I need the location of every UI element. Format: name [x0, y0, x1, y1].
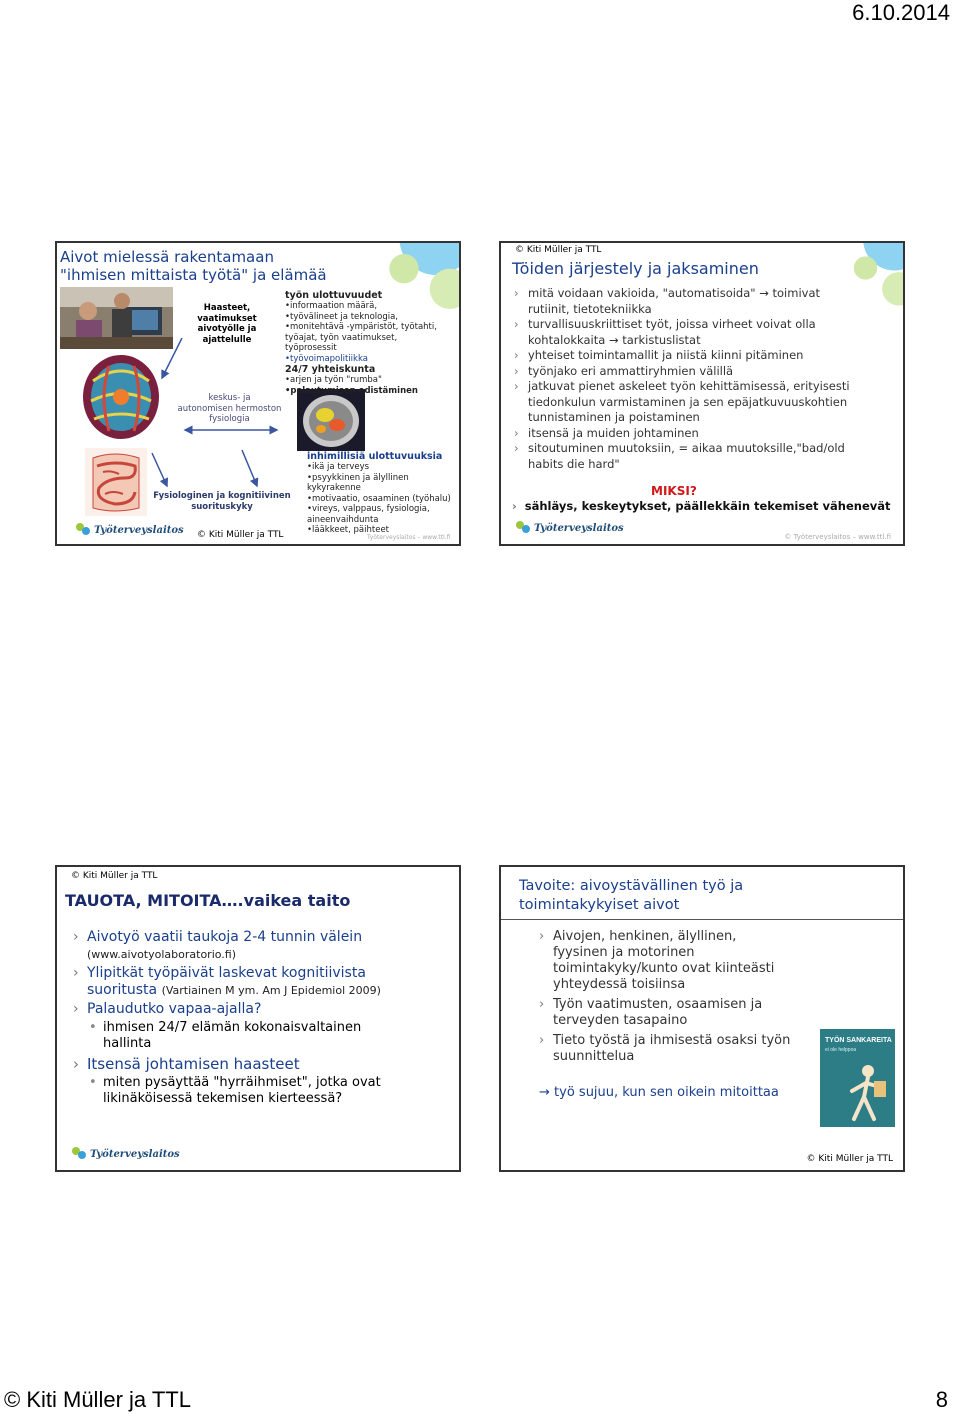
slide-title-line2: "ihmisen mittaista työtä" ja elämää	[60, 266, 327, 284]
list-item: › työnjako eri ammattiryhmien välillä	[512, 364, 892, 380]
work-item-4: työajat, työn vaatimukset,	[285, 332, 398, 343]
slide-credit: © Kiti Müller ja TTL	[197, 530, 284, 540]
work-item-5: työprosessit	[285, 343, 337, 353]
ttl-logo-icon	[71, 1146, 87, 1162]
challenges-label-3: aivotyölle ja	[197, 324, 257, 334]
ttl-logo-text: Työterveyslaitos	[534, 522, 624, 534]
brain-mri-image	[297, 389, 365, 451]
slide-footer-faint: Työterveyslaitos – www.ttl.fi	[367, 534, 451, 541]
why-label: MIKSI?	[651, 484, 697, 498]
ttl-logo	[71, 1146, 180, 1162]
conclusion-line: → työ sujuu, kun sen oikein mitoittaa	[539, 1085, 779, 1100]
page-number: 8	[935, 1387, 948, 1412]
page-footer	[0, 1387, 960, 1417]
human-item-4: •motivaatio, osaaminen (työhalu)	[307, 493, 451, 504]
list-item: › yhteiset toimintamallit ja niistä kiinni pitäminen	[512, 348, 892, 364]
list-item: › turvallisuuskriittiset työt, joissa virheet voivat olla kohtalokkaita → tarkistuslistat	[512, 317, 892, 348]
list-item: › Aivotyö vaatii taukoja 2-4 tunnin välein (www.aivotyolaboratorio.fi)	[71, 929, 451, 963]
ttl-logo	[75, 522, 184, 538]
ttl-logo	[515, 520, 624, 536]
list-item: • miten pysäyttää "hyrräihmiset", jotka ovat likinäköisessä tekemisen kierteessä?	[87, 1075, 451, 1107]
challenges-label-1: Haasteet,	[203, 303, 251, 313]
list-item: › mitä voidaan vakioida, "automatisoida" → toimivat rutiinit, tietotekniikka	[512, 286, 892, 317]
human-dimensions-heading: inhimillisiä ulottuvuuksia	[307, 451, 443, 462]
list-item: • ihmisen 24/7 elämän kokonaisvaltainen hallinta	[87, 1020, 451, 1052]
ttl-logo-text: Työterveyslaitos	[90, 1148, 180, 1160]
slide-breaks	[55, 865, 461, 1172]
work-item-3: •monitehtävä -ympäristöt, työtahti,	[285, 322, 437, 332]
slide-title: TAUOTA, MITOITA….vaikea taito	[65, 891, 351, 910]
book-title: TYÖN SANKAREITA	[825, 1037, 892, 1044]
slide-footer-faint: © Työterveyslaitos – www.ttl.fi	[784, 533, 891, 541]
breaks-list	[71, 929, 451, 1107]
ttl-logo-icon	[75, 522, 91, 538]
slide-title-line1: Tavoite: aivoystävällinen työ ja	[519, 878, 744, 894]
work-dimensions-heading: työn ulottuvuudet	[285, 290, 383, 301]
page-date: 6.10.2014	[852, 0, 950, 25]
human-item-5: •vireys, valppaus, fysiologia,	[307, 504, 430, 514]
challenges-label-4: ajattelulle	[202, 334, 252, 345]
slide-title-line2: toimintakykyiset aivot	[519, 897, 680, 913]
book-subtitle: ei ole helppoa	[825, 1047, 857, 1053]
human-item-1: •ikä ja terveys	[307, 462, 370, 472]
slide-goal	[499, 865, 905, 1172]
slide-credit: © Kiti Müller ja TTL	[71, 871, 158, 881]
performance-label-1: Fysiologinen ja kognitiivinen	[153, 491, 291, 501]
physiology-label-3: fysiologia	[209, 414, 250, 424]
physiology-label-1: keskus- ja	[208, 393, 251, 403]
work-item-2: •työvälineet ja teknologia,	[285, 311, 398, 322]
list-item: › sitoutuminen muutoksiin, = aikaa muutoksille,"bad/old habits die hard"	[512, 441, 892, 472]
goal-list	[537, 929, 817, 1065]
performance-label-2: suorituskyky	[191, 501, 253, 512]
right-arrow-icon: →	[608, 332, 619, 347]
walking-figure-icon	[840, 1063, 890, 1123]
human-item-7: •lääkkeet, päihteet	[307, 525, 390, 535]
slide-work-arrangement	[499, 241, 905, 546]
society-item-2: •palautumisen edistäminen	[285, 385, 418, 396]
right-arrow-icon: →	[759, 286, 769, 300]
human-item-2: •psyykkinen ja älyllinen	[307, 472, 409, 483]
list-item: › Tieto työstä ja ihmisestä osaksi työn suunnittelua	[537, 1033, 817, 1065]
slide-credit: © Kiti Müller ja TTL	[515, 245, 602, 255]
challenges-label-2: vaatimukset	[197, 313, 257, 324]
human-item-6: aineenvaihdunta	[307, 514, 379, 525]
list-item: › Työn vaatimusten, osaamisen ja terveyden tasapaino	[537, 997, 817, 1029]
ttl-logo-text: Työterveyslaitos	[94, 524, 184, 536]
slide-brain-work	[55, 241, 461, 546]
human-item-3: kykyrakenne	[307, 483, 361, 493]
list-item: › jatkuvat pienet askeleet työn kehittämisessä, erityisesti tiedonkulun varmistaminen ja sen epäjatkuvuuskohtien tunnistaminen ja poistaminen	[512, 379, 892, 426]
society-item-1: •arjen ja työn "rumba"	[285, 375, 382, 385]
work-item-1: •informaation määrä,	[285, 301, 378, 311]
slide-credit: © Kiti Müller ja TTL	[806, 1154, 893, 1164]
slide-title: Töiden järjestely ja jaksaminen	[512, 259, 759, 278]
anatomy-illustration	[85, 448, 147, 516]
list-item: › Itsensä johtamisen haasteet	[71, 1056, 451, 1073]
summary-line: › sähläys, keskeytykset, päällekkäin tekemiset vähenevät	[512, 499, 891, 513]
list-item: › Aivojen, henkinen, älyllinen, fyysinen ja motorinen toimintakyky/kunto ovat kiinteästi yhteydessä toisiinsa	[537, 929, 817, 993]
list-item: › itsensä ja muiden johtaminen	[512, 426, 892, 442]
ttl-logo-icon	[515, 520, 531, 536]
work-policy-item: •työvoimapolitiikka	[285, 353, 368, 364]
arrangement-list	[512, 286, 892, 472]
society-heading: 24/7 yhteiskunta	[285, 364, 376, 375]
page-footer-credit: © Kiti Müller ja TTL	[4, 1387, 191, 1412]
slide-title-line1: Aivot mielessä rakentamaan	[60, 248, 274, 266]
list-item: › Ylipitkät työpäivät laskevat kognitiivista suoritusta (Vartiainen M ym. Am J Epidemiol 2009)	[71, 965, 451, 999]
title-divider	[501, 919, 903, 920]
list-item: › Palaudutko vapaa-ajalla?	[71, 1001, 451, 1018]
book-cover-image	[820, 1029, 895, 1127]
right-arrow-icon: →	[539, 1085, 550, 1100]
physiology-label-2: autonomisen hermoston	[177, 403, 282, 414]
